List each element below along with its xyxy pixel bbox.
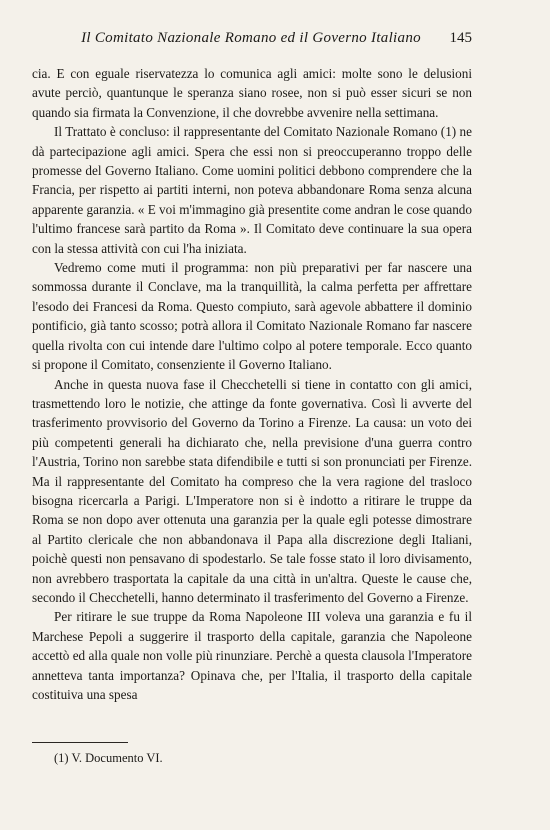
body-text bbox=[32, 64, 472, 704]
paragraph: Vedremo come muti il programma: non più preparativi per far nascere una sommossa durante il Conclave, ma la tranquillità, la calma perfetta per affrettare l'esodo dei Francesi da Roma. Questo compiuto, sarà agevole abbattere il dominio pontificio, già tanto scosso; potrà allora il Comitato Nazionale Romano far nascere quella rivolta con cui intende dare l'ultimo colpo al potere temporale. Ecco quanto si propone il Comitato, consenziente il Governo Italiano. bbox=[32, 260, 472, 373]
paragraph: cia. E con eguale riservatezza lo comunica agli amici: molte sono le delusioni avute perciò, quantunque le speranza siano rosee, non si può esser sicuri se non quando sia firmata la Convenzione, il che dovrebbe avvenire nella settimana. bbox=[32, 66, 472, 120]
page-number: 145 bbox=[449, 30, 472, 46]
paragraph: Per ritirare le sue truppe da Roma Napoleone III voleva una garanzia e fu il Marchese Pepoli a suggerire il trasporto della capitale, garanzia che Napoleone accettò ed alla quale non volle più rinunziare. Perchè a questa clausola l'Imperatore annetteva tanta importanza? Opinava che, per l'Italia, il trasporto della capitale costituiva una spesa bbox=[32, 609, 472, 702]
page-header bbox=[60, 30, 472, 52]
running-title: Il Comitato Nazionale Romano ed il Governo Italiano bbox=[81, 30, 421, 46]
paragraph: Anche in questa nuova fase il Checchetelli si tiene in contatto con gli amici, trasmettendo loro le notizie, che attinge da fonte governativa. Così li avverte del trasferimento provvisorio del Governo da Torino a Firenze. La causa: un voto dei più competenti generali ha dichiarato che, nella previsione d'una guerra contro l'Austria, Torino non sarebbe stata difendibile e tutti si son pronunciati per Firenze. Ma il rappresentante del Comitato ha compreso che la vera ragione del trasloco bisogna ricercarla a Parigi. L'Imperatore non si è indotto a ritirare le truppe da Roma se non dopo aver ottenuta una garanzia per la quale egli potesse dimostrare al Partito clericale che non abbandonava il Papa alla discrezione degli Italiani, poichè questi non pensavano di spodestarlo. Se tale fosse stato il loro divisamento, non avrebbero trasportata la capitale da una città in un'altra. Queste le cause che, secondo il Checchetelli, hanno determinato il trasferimento del Governo a Firenze. bbox=[32, 376, 472, 605]
paragraph: Il Trattato è concluso: il rappresentante del Comitato Nazionale Romano (1) ne dà partecipazione agli amici. Spera che essi non si preoccuperanno troppo delle promesse del Governo Italiano. Come uomini politici debbono comprendere che la Francia, per rispetto ai partiti interni, non poteva abbandonare Roma senza alcuna apparente garanzia. « E voi m'immagino già presentite come andran le cose quando l'ultimo francese sarà partito da Roma ». Il Comitato deve continuare la sua opera con la stessa attività con cui l'ha iniziata. bbox=[32, 124, 472, 256]
footnote: (1) V. Documento VI. bbox=[54, 751, 163, 765]
footnote-divider bbox=[32, 742, 128, 743]
